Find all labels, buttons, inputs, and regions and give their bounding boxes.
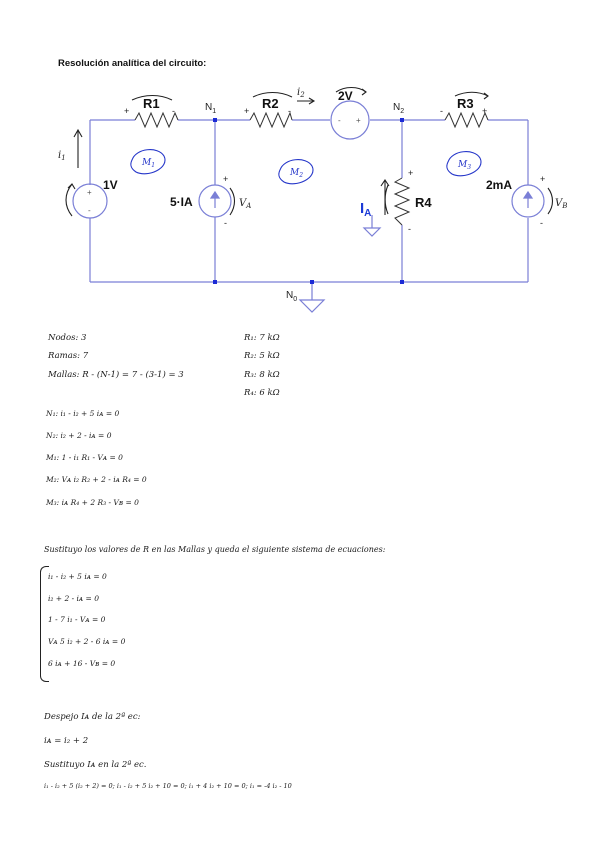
final-equation: i₁ - i₂ + 5 (i₂ + 2) = 0; i₁ - i₂ + 5 i₂ + 10 = 0; i₁ + 4 i₂ + 10 = 0; i₁ = -4 i₂ - 10	[44, 782, 292, 790]
polarity-plus: +	[408, 168, 414, 178]
r4-label: R4	[415, 195, 432, 210]
svg-text:N0	[286, 290, 297, 303]
polarity-minus: -	[224, 218, 227, 228]
source-2v	[331, 101, 369, 139]
eq-n1: N₁: i₁ - i₂ + 5 iᴀ = 0	[46, 409, 120, 418]
src-2v-label: 2V	[338, 89, 353, 103]
page-title: Resolución analítica del circuito:	[58, 58, 207, 69]
r3-label: R3	[457, 96, 474, 111]
i2-label: i	[297, 87, 301, 98]
svg-text:i1	[58, 150, 66, 162]
svg-text:VA	[239, 198, 251, 210]
svg-text:IA	[360, 200, 371, 219]
src-5ia-label: 5·IA	[170, 195, 193, 209]
sys-eq-3: 1 - 7 i₁ - Vᴀ = 0	[48, 615, 106, 624]
node-n2-sub: 2	[400, 108, 405, 115]
src-2v-plus: +	[356, 116, 361, 125]
vb-sub: B	[562, 202, 568, 210]
node-dot	[400, 118, 404, 122]
node-n2-label: N	[393, 102, 401, 113]
polarity-plus: +	[482, 106, 488, 116]
source-2ma	[512, 185, 544, 217]
sys-eq-4: Vᴀ 5 i₂ + 2 - 6 iᴀ = 0	[48, 637, 126, 646]
src-2v-minus: -	[338, 116, 341, 125]
mallas-text: Mallas: R - (N-1) = 7 - (3-1) = 3	[48, 370, 184, 380]
eq-m3: M₃: iᴀ R₄ + 2 R₃ - Vʙ = 0	[46, 498, 139, 507]
node-dot	[400, 280, 404, 284]
sys-eq-5: 6 iᴀ + 16 - Vʙ = 0	[48, 659, 116, 668]
polarity-plus: +	[244, 106, 250, 116]
node-dot	[213, 118, 217, 122]
despejo-text: Despejo Iᴀ de la 2ª ec:	[44, 712, 141, 722]
polarity-minus: -	[408, 224, 411, 234]
mesh-m1-sub: 1	[151, 162, 156, 169]
node-n0-label: N	[286, 290, 294, 301]
ramas-text: Ramas: 7	[48, 351, 89, 361]
src-1v-label: 1V	[103, 178, 118, 192]
svg-text:M1	[141, 158, 155, 169]
r4-resistor	[395, 178, 409, 225]
r2-value: R₂: 5 kΩ	[244, 351, 280, 361]
eq-m2: M₂: Vᴀ i₂ R₂ + 2 - iᴀ R₄ = 0	[46, 475, 147, 484]
polarity-minus: -	[288, 106, 291, 116]
src-1v-minus: -	[88, 206, 91, 215]
polarity-minus: -	[540, 218, 543, 228]
r1-value: R₁: 7 kΩ	[244, 333, 280, 343]
ia-sub: A	[364, 208, 372, 219]
svg-text:VB	[555, 198, 567, 210]
vb-label: V	[555, 198, 563, 209]
va-sub: A	[246, 202, 252, 210]
mesh-m3: M	[458, 160, 468, 170]
node-n1-label: N	[205, 102, 213, 113]
r2-resistor	[250, 113, 292, 127]
sys-eq-1: i₁ - i₂ + 5 iᴀ = 0	[48, 572, 107, 581]
node-n0-sub: 0	[293, 296, 298, 303]
polarity-plus: +	[124, 106, 130, 116]
i1-sub: 1	[61, 154, 66, 162]
src-1v-plus: +	[87, 188, 92, 197]
eq-n2: N₂: i₂ + 2 - iᴀ = 0	[46, 431, 112, 440]
svg-text:M2	[289, 168, 303, 179]
polarity-plus: +	[223, 174, 229, 184]
r2-label: R2	[262, 96, 279, 111]
mesh-m3-sub: 3	[467, 164, 472, 171]
polarity-plus: +	[540, 174, 546, 184]
sys-eq-2: i₂ + 2 - iᴀ = 0	[48, 594, 99, 603]
src-2ma-label: 2mA	[486, 178, 513, 192]
ia-label: I	[360, 200, 365, 217]
node-dot	[213, 280, 217, 284]
svg-text:i2	[297, 87, 305, 99]
mesh-m2: M	[290, 168, 300, 178]
ia-equation: iᴀ = i₂ + 2	[44, 736, 89, 746]
va-label: V	[239, 198, 247, 209]
r4-value: R₄: 6 kΩ	[244, 388, 280, 398]
node-dot	[310, 280, 314, 284]
circuit-diagram	[0, 80, 599, 325]
r3-value: R₃: 8 kΩ	[244, 370, 280, 380]
sustituyo-text: Sustituyo los valores de R en las Mallas y queda el siguiente sistema de ecuaciones:	[44, 545, 386, 554]
mesh-m1: M	[142, 158, 152, 168]
polarity-minus: -	[440, 106, 443, 116]
node-n1-sub: 1	[212, 108, 217, 115]
r1-label: R1	[143, 96, 160, 111]
i1-label: i	[58, 150, 62, 161]
svg-text:M3	[457, 160, 471, 171]
polarity-minus: -	[172, 106, 175, 116]
nodos-text: Nodos: 3	[48, 333, 87, 343]
i2-sub: 2	[300, 91, 305, 99]
mesh-m2-sub: 2	[299, 172, 304, 179]
eq-m1: M₁: 1 - i₁ R₁ - Vᴀ = 0	[46, 453, 123, 462]
source-5ia	[199, 185, 231, 217]
sustituyo2-text: Sustituyo Iᴀ en la 2ª ec.	[44, 760, 147, 770]
svg-text:N1	[205, 102, 216, 115]
svg-text:N2	[393, 102, 404, 115]
